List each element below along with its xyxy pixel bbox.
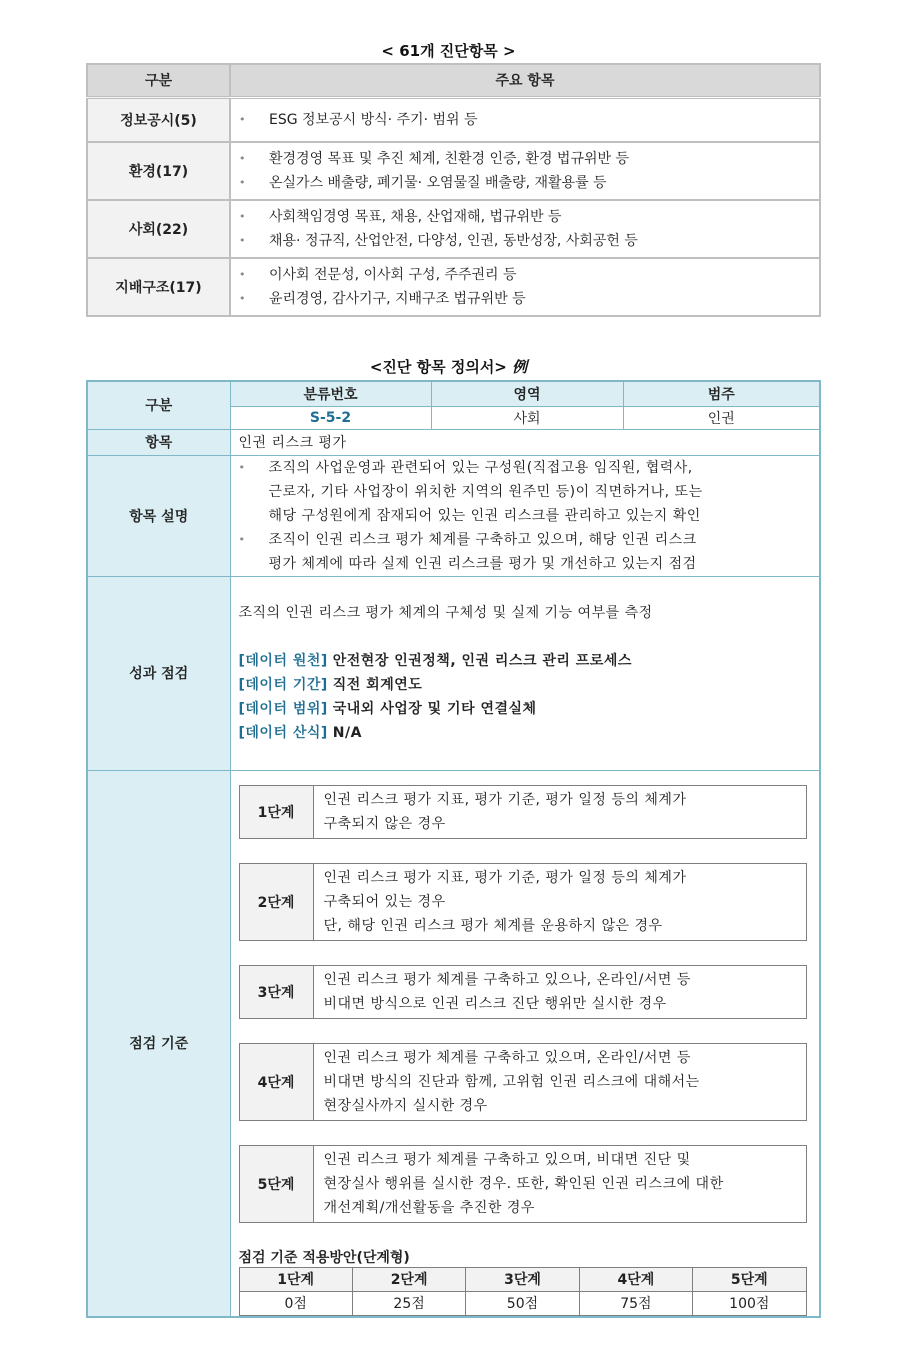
score-header: 4단계 xyxy=(579,1267,692,1291)
score-title: 점검 기준 적용방안(단계형) xyxy=(238,1249,410,1266)
list-item: • 조직의 사업운영과 관련되어 있는 구성원(직접고용 임직원, 협력사, 근로자, 기타 사업장이 위치한 지역의 원주민 등)이 직면하거나, 또는 해당 구성원에게 잠재되어 있는 인권 리스크를 관리하고 있는지 확인 xyxy=(239,456,812,528)
table2-title: <진단 항목 정의서> 例 xyxy=(369,358,528,376)
stage-label: 5단계 xyxy=(240,1146,314,1222)
score-value: 25점 xyxy=(352,1291,465,1315)
list-item: • 사회책임경영 목표, 채용, 산업재해, 법규위반 등 xyxy=(239,205,811,229)
score-header: 5단계 xyxy=(693,1267,806,1291)
stage-label: 2단계 xyxy=(240,864,314,940)
stage-5-box: 5단계 인권 리스크 평가 체계를 구축하고 있으며, 비대면 진단 및 현장실사 행위를 실시한 경우. 또한, 확인된 인권 리스크에 대한 개선계획/개선활동을 추진한 경우 xyxy=(239,1145,807,1223)
criteria-label: 점검 기준 xyxy=(87,770,230,1317)
description-label: 항목 설명 xyxy=(87,455,230,576)
area-value: 사회 xyxy=(431,406,623,429)
stage-4-box: 4단계 인권 리스크 평가 체계를 구축하고 있으며, 온라인/서면 등 비대면 방식의 진단과 함께, 고위험 인권 리스크에 대해서는 현장실사까지 실시한 경우 xyxy=(239,1043,807,1121)
performance-label: 성과 점검 xyxy=(87,576,230,770)
score-value: 0점 xyxy=(239,1291,352,1315)
score-value: 50점 xyxy=(466,1291,579,1315)
category-value: 인권 xyxy=(623,406,820,429)
score-header: 1단계 xyxy=(239,1267,352,1291)
header-main-items: 주요 항목 xyxy=(230,64,820,97)
category-cell: 지배구조(17) xyxy=(87,258,230,316)
header-area: 영역 xyxy=(431,381,623,406)
data-formula-line: [데이터 산식] N/A xyxy=(238,725,362,741)
table-row xyxy=(87,97,820,142)
data-scope-line: [데이터 범위] 국내외 사업장 및 기타 연결실체 xyxy=(238,701,537,717)
table-row xyxy=(87,258,820,316)
category-cell: 사회(22) xyxy=(87,200,230,258)
table1-title: < 61개 진단항목 > xyxy=(381,42,516,60)
category-cell: 정보공시(5) xyxy=(87,97,230,142)
data-period-line: [데이터 기간] 직전 회계연도 xyxy=(238,677,423,693)
item-label: 항목 xyxy=(87,429,230,455)
stage-label: 1단계 xyxy=(240,786,314,838)
category-cell: 환경(17) xyxy=(87,142,230,200)
list-item: • 온실가스 배출량, 폐기물· 오염물질 배출량, 재활용률 등 xyxy=(239,171,811,195)
performance-intro: 조직의 인권 리스크 평가 체계의 구체성 및 실제 기능 여부를 측정 xyxy=(238,605,653,621)
description-list xyxy=(239,456,812,576)
class-number-value: S-5-2 xyxy=(230,406,431,429)
performance-content xyxy=(231,601,820,745)
header-category: 범주 xyxy=(623,381,820,406)
stage-1-box: 1단계 인권 리스크 평가 지표, 평가 기준, 평가 일정 등의 체계가 구축되지 않은 경우 xyxy=(239,785,807,839)
item-value: 인권 리스크 평가 xyxy=(230,429,820,455)
list-item: • 이사회 전문성, 이사회 구성, 주주권리 등 xyxy=(239,263,811,287)
score-value: 100점 xyxy=(693,1291,806,1315)
stage-3-box: 3단계 인권 리스크 평가 체계를 구축하고 있으나, 온라인/서면 등 비대면 방식으로 인권 리스크 진단 행위만 실시한 경우 xyxy=(239,965,807,1019)
stage-label: 3단계 xyxy=(240,966,314,1018)
data-source-line: [데이터 원천] 안전현장 인권정책, 인권 리스크 관리 프로세스 xyxy=(238,653,632,669)
list-item: • 조직이 인권 리스크 평가 체계를 구축하고 있으며, 해당 인권 리스크 평가 체계에 따라 실제 인권 리스크를 평가 및 개선하고 있는지 점검 xyxy=(239,528,812,576)
stage-2-box: 2단계 인권 리스크 평가 지표, 평가 기준, 평가 일정 등의 체계가 구축되어 있는 경우 단, 해당 인권 리스크 평가 체계를 운용하지 않은 경우 xyxy=(239,863,807,941)
list-item: • 채용· 정규직, 산업안전, 다양성, 인권, 동반성장, 사회공헌 등 xyxy=(239,229,811,253)
gubun-label: 구분 xyxy=(87,381,230,429)
list-item: • 윤리경영, 감사기구, 지배구조 법규위반 등 xyxy=(239,287,811,311)
diagnosis-items-table xyxy=(86,63,821,317)
item-definition-table xyxy=(86,380,821,1318)
table-row xyxy=(87,142,820,200)
score-value: 75점 xyxy=(579,1291,692,1315)
header-gubun: 구분 xyxy=(87,64,230,97)
score-table xyxy=(239,1267,807,1316)
list-item: • ESG 정보공시 방식· 주기· 범위 등 xyxy=(239,108,811,132)
score-header: 3단계 xyxy=(466,1267,579,1291)
score-header: 2단계 xyxy=(352,1267,465,1291)
list-item: • 환경경영 목표 및 추진 체계, 친환경 인증, 환경 법규위반 등 xyxy=(239,147,811,171)
header-class-number: 분류번호 xyxy=(230,381,431,406)
stage-label: 4단계 xyxy=(240,1044,314,1120)
table-row xyxy=(87,200,820,258)
